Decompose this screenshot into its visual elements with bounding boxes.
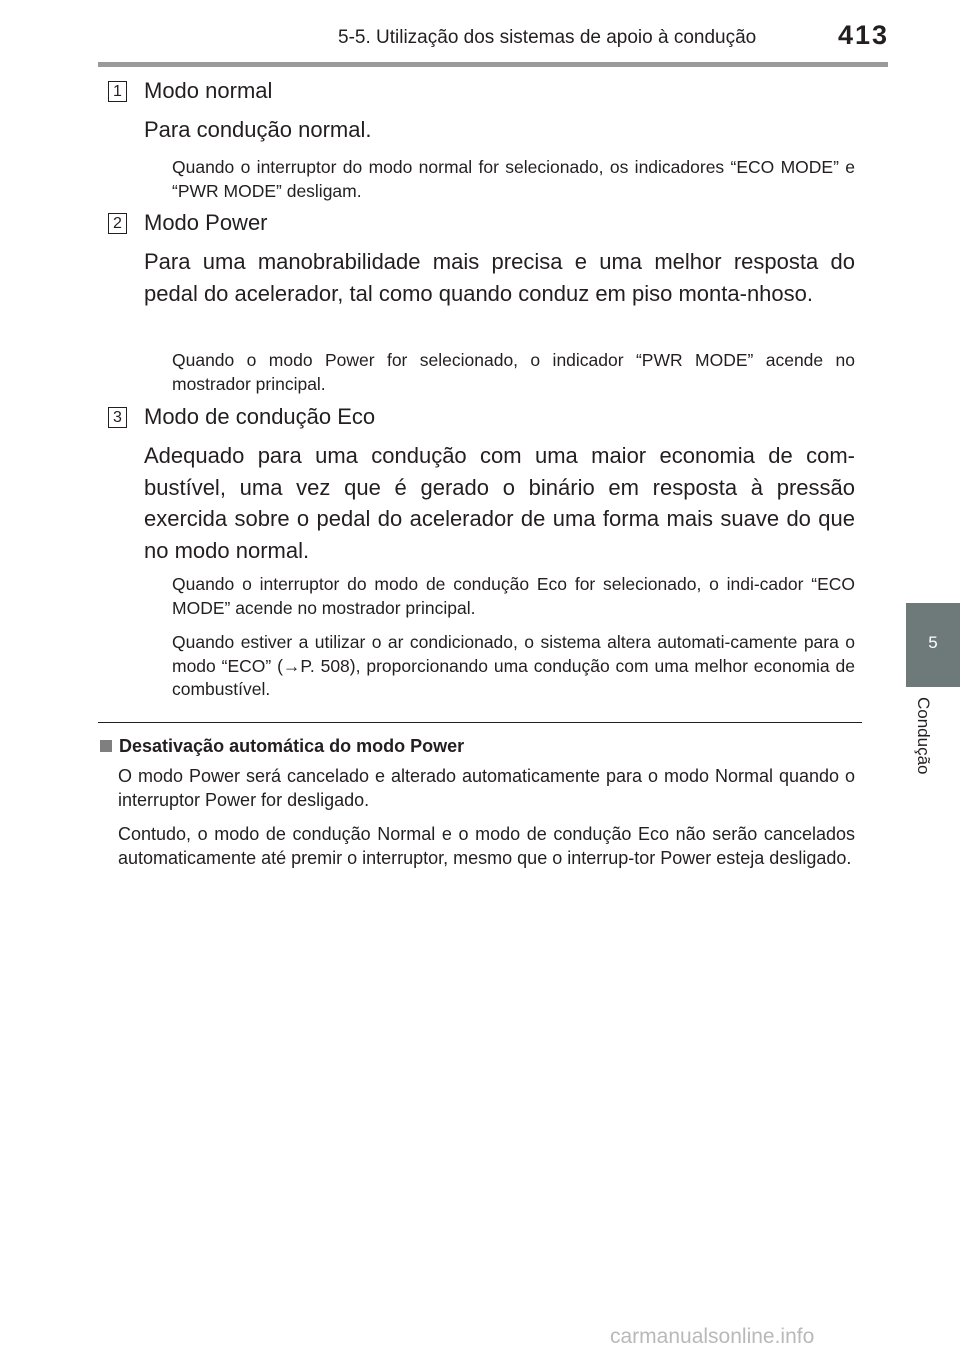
item-1-badge-container	[108, 81, 127, 102]
chapter-number: 5	[928, 633, 938, 652]
header-rule	[98, 62, 888, 67]
item-3-title: Modo de condução Eco	[144, 404, 376, 429]
item-2-description: Para uma manobrabilidade mais precisa e uma melhor resposta do pedal do acelerador, tal como quando conduz em piso monta-nhoso.	[144, 249, 855, 306]
item-1-number-badge: 1	[108, 81, 127, 102]
section-divider	[98, 722, 862, 723]
chapter-label: Condução	[914, 697, 933, 775]
item-3-note-1: Quando o interruptor do modo de condução Eco for selecionado, o indi-cador “ECO MODE” acende no mostrador principal.	[172, 574, 855, 618]
square-bullet-icon	[100, 740, 112, 752]
item-2-title: Modo Power	[144, 210, 268, 235]
section-paragraph-1: O modo Power será cancelado e alterado automaticamente para o modo Normal quando o interruptor Power for desligado.	[118, 766, 855, 810]
header-title: 5-5. Utilização dos sistemas de apoio à condução	[338, 27, 757, 48]
section-paragraph-2: Contudo, o modo de condução Normal e o modo de condução Eco não serão cancelados automaticamente até premir o interruptor, mesmo que o interrup-tor Power esteja desligado.	[118, 824, 855, 868]
item-3-badge-container	[108, 407, 127, 428]
item-1-description: Para condução normal.	[144, 117, 372, 142]
item-3-note-2: Quando estiver a utilizar o ar condicionado, o sistema altera automati-camente para o modo “ECO” (→P. 508), proporcionando uma condução com uma melhor economia de combustível.	[172, 632, 855, 699]
chapter-label-container	[906, 697, 960, 807]
page-number: 413	[838, 20, 890, 50]
item-3-number-badge: 3	[108, 407, 127, 428]
item-2-badge-container	[108, 213, 127, 234]
section-heading: Desativação automática do modo Power	[119, 736, 465, 756]
item-3-description: Adequado para uma condução com uma maior economia de com-bustível, uma vez que é gerado o binário em resposta à pressão exercida sobre o pedal do acelerador de uma forma mais suave do que no modo normal.	[144, 443, 855, 563]
item-1-note: Quando o interruptor do modo normal for selecionado, os indicadores “ECO MODE” e “PWR MODE” desligam.	[172, 157, 855, 201]
item-1-title: Modo normal	[144, 78, 273, 103]
watermark: carmanualsonline.info	[610, 1325, 815, 1348]
item-2-note: Quando o modo Power for selecionado, o indicador “PWR MODE” acende no mostrador principal.	[172, 350, 855, 394]
chapter-tab	[906, 603, 960, 687]
item-2-number-badge: 2	[108, 213, 127, 234]
